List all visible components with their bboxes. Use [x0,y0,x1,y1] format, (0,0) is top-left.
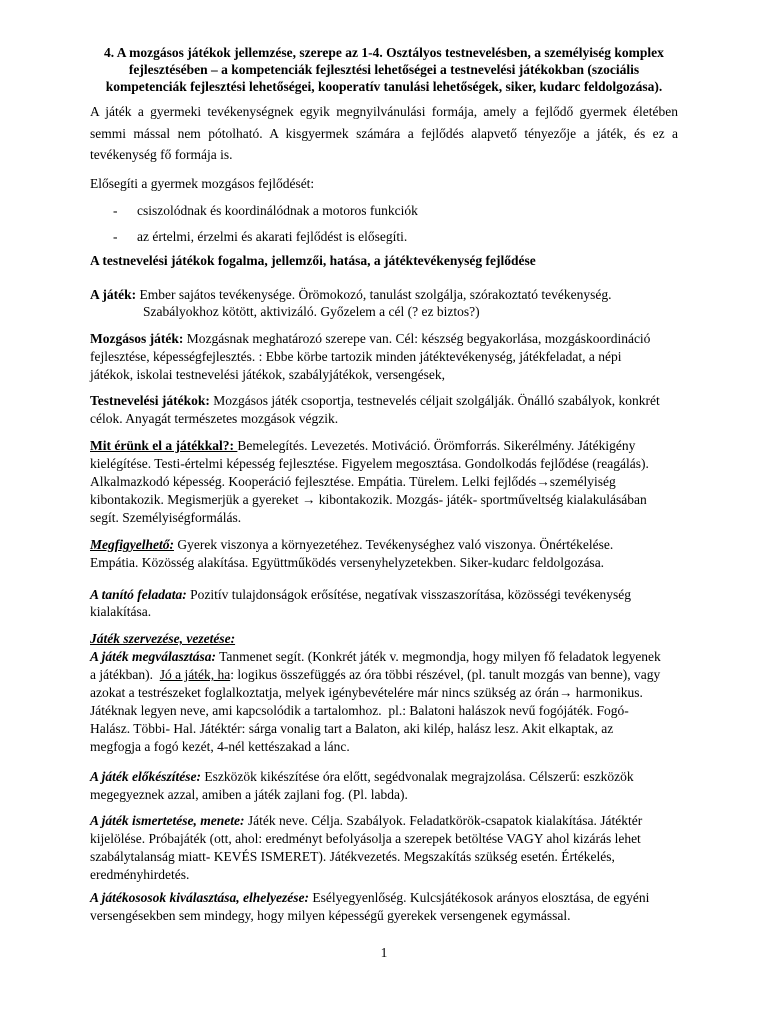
mit-erunk-text-3a: Alkalmazkodó képesség. Kooperáció fejlesztése. Empátia. Türelem. Lelki fejlődés [90,474,537,489]
mit-erunk-text-1: Bemelegítés. Levezetés. Motiváció. Örömforrás. Sikerélmény. Játékigény [237,438,636,453]
title-line-2: fejlesztésében – a kompetenciák fejlesztési lehetőségei a testnevelési játékokban (szociális [128,62,640,77]
mit-erunk-text-4a: kibontakozik. Megismerjük a gyereket [90,492,302,507]
tanito-text-1: Pozitív tulajdonságok erősítése, negatívak visszaszorítása, közösségi tevékenység [186,587,632,602]
ismertetese-text-1: Játék neve. Célja. Szabályok. Feladatkörök-csapatok kialakítása. Játéktér [244,813,643,828]
megvalasztasa-line-6: megfogja a fogó kezét, 4-nél kettészakad a lánc. [90,739,350,754]
mit-erunk-line-1 [90,438,635,454]
title-line-3: kompetenciák fejlesztési lehetőségei, kooperatív tanulási lehetőségek, siker, kudarc feldolgozása). [105,79,663,94]
testnevelesi-label: Testnevelési játékok: [90,393,210,408]
mit-erunk-line-5: segít. Személyiségformálás. [90,510,242,525]
megfigyelheto-text-1: Gyerek viszonya a környezetéhez. Tevékenységhez való viszonya. Önértékelése. [173,537,614,552]
ismertetese-line-4: eredményhirdetés. [90,867,190,882]
megvalasztasa-line-5: Halász. Többi- Hal. Játéktér: sárga vonalig tart a Balaton, aki kilép, halász lesz. Akit elkaptak, az [90,721,614,736]
jatek-line-2: Szabályokhoz kötött, aktivizáló. Győzelem a cél (? ez biztos?) [143,304,480,319]
ismertetese-label: A játék ismertetése, menete: [90,813,245,828]
megfigyelheto-line-1 [90,537,613,553]
mit-erunk-label: Mit érünk el a játékkal?: [90,438,238,453]
megvalasztasa-text-2b: : logikus összefüggés az óra többi részével, (pl. tanult mozgás van benne), vagy [230,667,661,682]
megvalasztasa-text-2a: a játékban). [90,667,160,682]
tanito-line-2: kialakítása. [90,604,152,619]
kivalasztasa-line-1 [90,890,649,906]
motor-intro: Elősegíti a gyermek mozgásos fejlődését: [90,176,315,191]
megfigyelheto-line-2: Empátia. Közösség alakítása. Együttműködés versenyhelyzetekben. Siker-kudarc feldolgozása. [90,555,605,570]
megvalasztasa-text-3b: harmonikus. [572,685,643,700]
mozgasos-line-1 [90,331,650,347]
mit-erunk-text-4b: kibontakozik. Mozgás- játék- sportműveltség kialakulásában [315,492,647,507]
testnevelesi-line-2: célok. Anyagát természetes mozgások végzik. [90,411,339,426]
mozgasos-line-2: fejlesztése, képességfejlesztés. : Ebbe körbe tartozik minden játéktevékenység, játékfeladat, a népi [90,349,622,364]
section-heading: A testnevelési játékok fogalma, jellemzői, hatása, a játéktevékenység fejlődése [90,253,536,268]
bullet-text: az értelmi, érzelmi és akarati fejlődést is elősegíti. [137,229,408,244]
elokeszitese-line-2: megegyeznek azzal, amiben a játék zajlani fog. (Pl. labda). [90,787,408,802]
megvalasztasa-text-2u: Jó a játék, ha [159,667,231,682]
megvalasztasa-label: A játék megválasztása: [90,649,216,664]
kivalasztasa-text-1: Esélyegyenlőség. Kulcsjátékosok arányos elosztása, de egyéni [308,890,650,905]
ismertetese-line-1 [90,813,642,829]
megvalasztasa-line-4: Játéknak legyen neve, ami kapcsolódik a tartalomhoz. pl.: Balatoni halászok nevű fogójáték. Fogó- [90,703,629,718]
mit-erunk-text-3b: személyiség [549,474,616,489]
megvalasztasa-line-1 [90,649,661,665]
mit-erunk-line-2: kielégítése. Testi-értelmi képesség fejlesztése. Figyelem megosztása. Gondolkodás fejlődése (reagálás). [90,456,649,471]
jatek-line-1 [90,287,611,303]
mozgasos-text-1: Mozgásnak meghatározó szerepe van. Cél: készség begyakorlása, mozgáskoordináció [183,331,651,346]
elokeszitese-line-1 [90,769,634,785]
mit-erunk-line-4 [90,492,647,508]
bullet-marker: - [113,203,118,218]
ismertetese-line-3: szabálytalanság miatt- KEVÉS ISMERET). Játékvezetés. Megszakítás szükség esetén. Értékelés, [90,849,615,864]
mozgasos-label: Mozgásos játék: [90,331,184,346]
kivalasztasa-line-2: versengésekben sem mindegy, hogy milyen képességű gyerekek versengenek egymással. [90,908,571,923]
kivalasztasa-label: A játékososok kiválasztása, elhelyezése: [90,890,309,905]
tanito-label: A tanító feladata: [90,587,187,602]
testnevelesi-line-1 [90,393,660,409]
elokeszitese-text-1: Eszközök kikészítése óra előtt, segédvonalak megrajzolása. Célszerű: eszközök [200,769,634,784]
testnevelesi-text-1: Mozgásos játék csoportja, testnevelés céljait szolgálják. Önálló szabályok, konkrét [209,393,660,408]
tanito-line-1 [90,587,631,603]
jatek-label: A játék: [90,287,137,302]
bullet-text: csiszolódnak és koordinálódnak a motoros funkciók [137,203,418,218]
arrow-icon: → [536,474,550,489]
megvalasztasa-text-3a: azokat a testrészeket foglalkoztatja, melyek igénybevételére már nincs szükség az órán [90,685,559,700]
megvalasztasa-text-1: Tanmenet segít. (Konkrét játék v. megmondja, hogy milyen fő feladatok legyenek [216,649,661,664]
szervezes-heading: Játék szervezése, vezetése: [90,631,236,646]
title-line-1: 4. A mozgásos játékok jellemzése, szerepe az 1-4. Osztályos testnevelésben, a személyiség komplex [104,45,664,60]
arrow-icon: → [301,492,316,507]
mozgasos-line-3: játékok, iskolai testnevelési játékok, szabályjátékok, versengések, [90,367,446,382]
intro-line-2: semmi mással nem pótolható. A kisgyermek számára a fejlődés alapvető tényezője a játék, és ez a [90,126,678,141]
elokeszitese-label: A játék előkészítése: [90,769,201,784]
megfigyelheto-label: Megfigyelhető: [90,537,174,552]
arrow-icon: → [558,685,573,700]
megvalasztasa-line-2 [90,667,660,683]
page-number: 1 [380,945,388,960]
jatek-text-1: Ember sajátos tevékenysége. Örömokozó, tanulást szolgálja, szórakoztató tevékenység. [136,287,612,302]
ismertetese-line-2: kijelölése. Próbajáték (ott, ahol: eredményt befolyásolja a szerepek betöltése VAGY ahol kizárás lehet [90,831,641,846]
bullet-marker: - [113,229,118,244]
megvalasztasa-line-3 [90,685,643,701]
intro-line-3: tevékenység fő formája is. [90,147,233,162]
intro-line-1: A játék a gyermeki tevékenységnek egyik megnyilvánulási formája, amely a fejlődő gyermek életében [90,104,678,119]
mit-erunk-line-3 [90,474,616,490]
